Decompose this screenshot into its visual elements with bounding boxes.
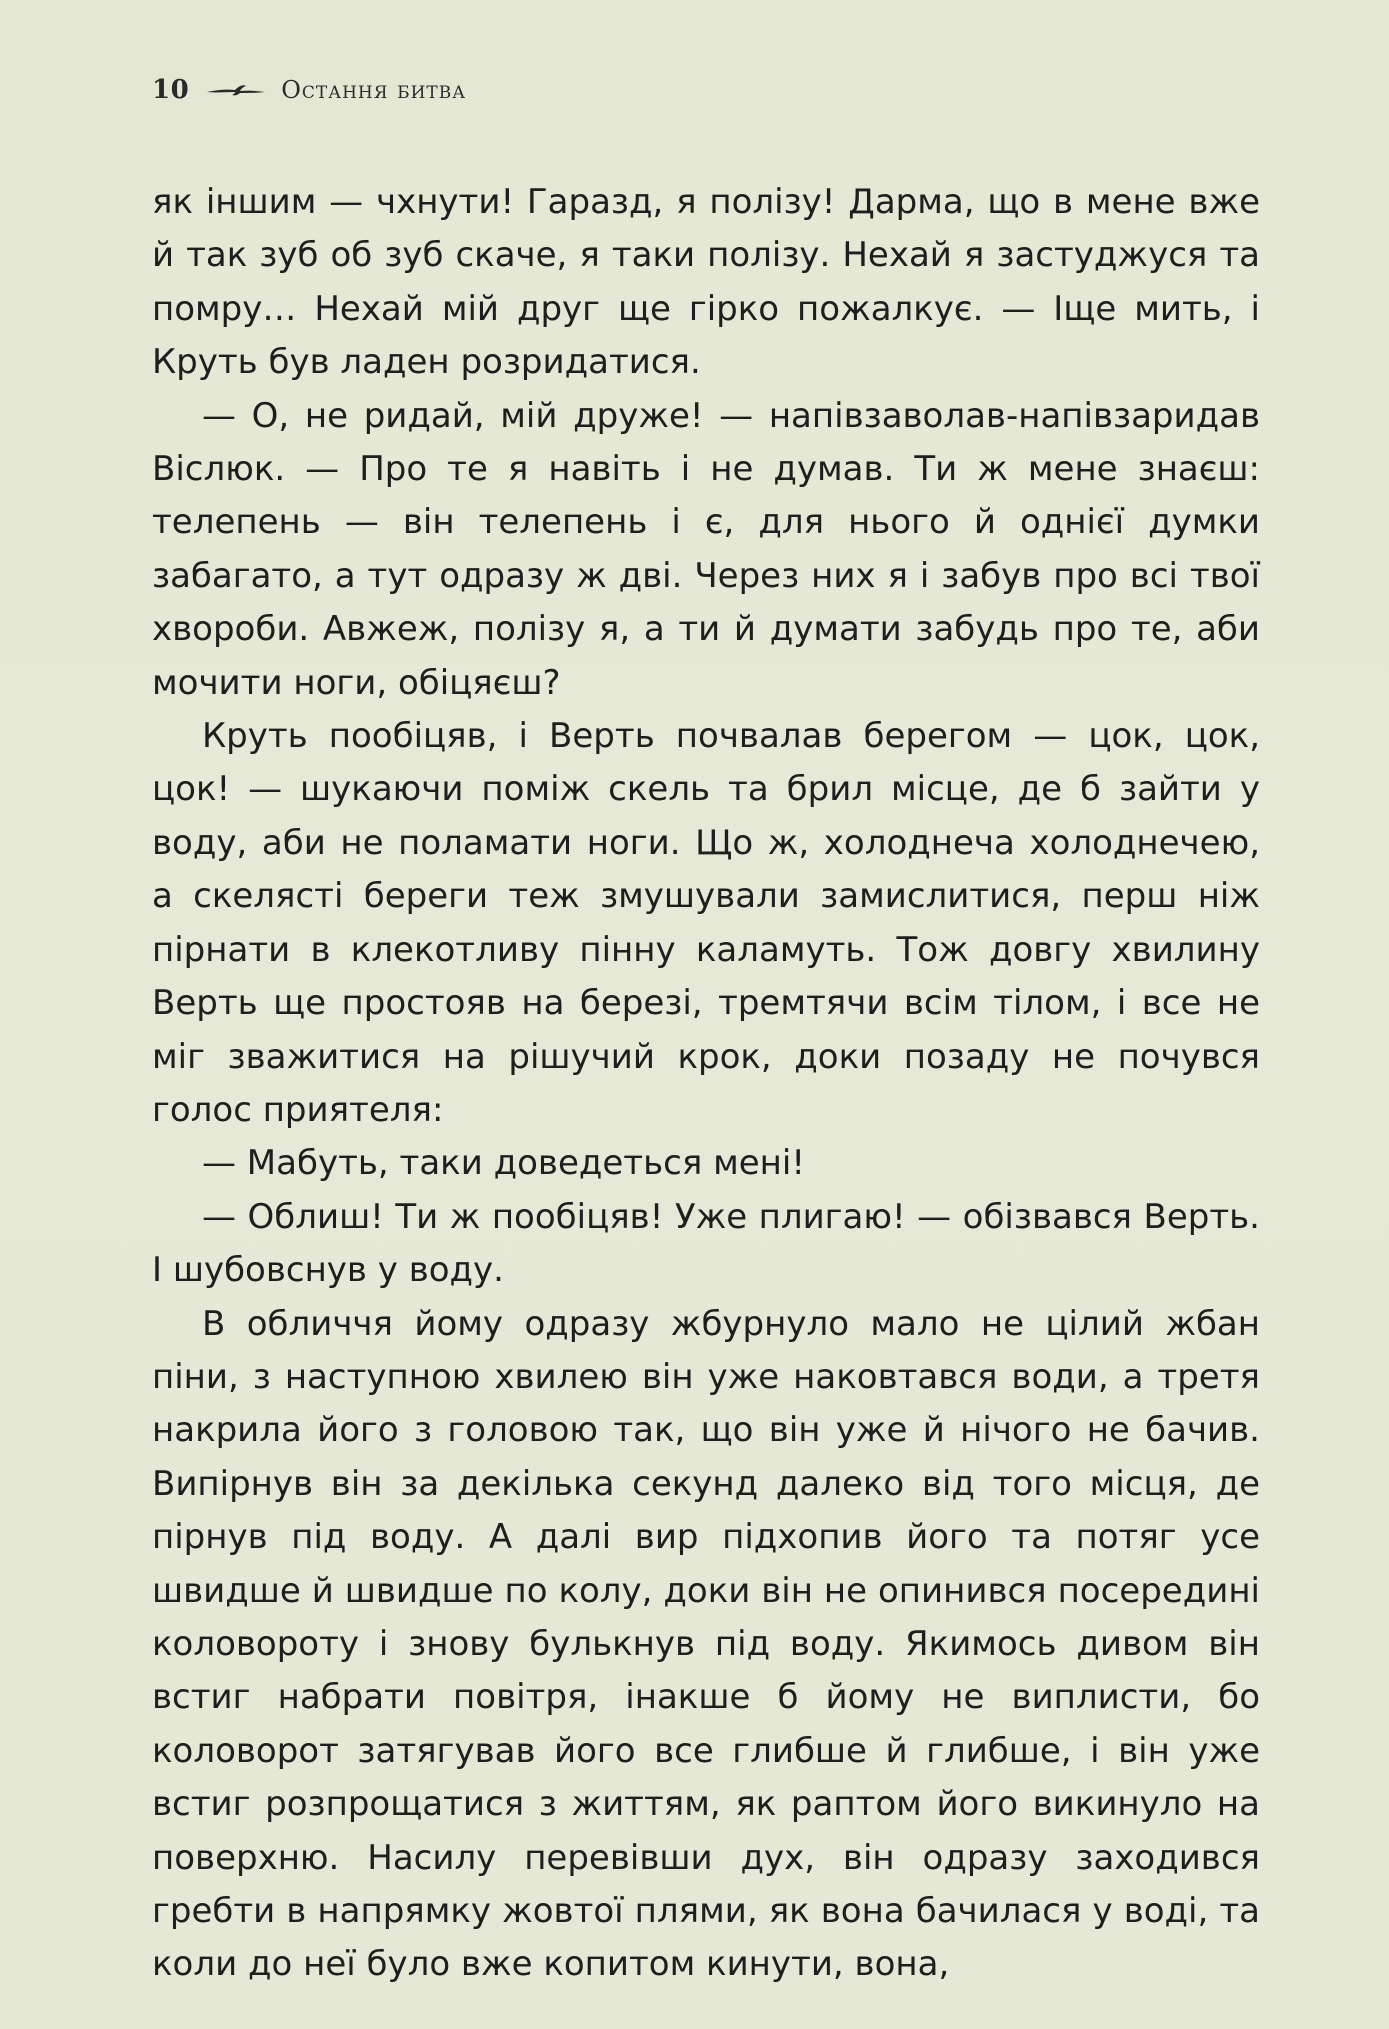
running-title: Остання битва [281, 76, 467, 104]
paragraph: — О, не ридай, мій друже! — напівзаволав-напівзаридав Віслюк. — Про те я навіть і не думав. Ти ж мене знаєш: телепень — він телепень і є, для нього й однієї думки забагато, а тут одразу ж дві. Через них я і забув про всі твої хвороби. Авжеж, полізу я, а ти й думати забудь про те, аби мочити ноги, обіцяєш? [152, 395, 1260, 703]
paragraph: В обличчя йому одразу жбурнуло мало не цілий жбан піни, з наступною хвилею він уже наковтався води, а третя накрила його з головою так, що він уже й нічого не бачив. Випірнув він за декілька секунд далеко від того місця, де пірнув під воду. А далі вир підхопив його та потяг усе швидше й швидше по колу, доки він не опинився посередині коловороту і знову булькнув під воду. Якимось дивом він встиг набрати повітря, інакше б йому не виплисти, бо коловорот затягував його все глибше й глибше, і він уже встиг розпрощатися з життям, як раптом його викинуло на поверхню. Насилу перевівши дух, він одразу заходився гребти в напрямку жовтої плями, як вона бачилася у воді, та коли до неї було вже копитом кинути, вона, [152, 1303, 1260, 1985]
paragraph: Круть пообіцяв, і Верть почвалав берегом — цок, цок, цок! — шукаючи поміж скель та брил місце, де б зайти у воду, аби не поламати ноги. Що ж, холоднеча холоднечею, а скелясті береги теж змушували замислитися, перш ніж пірнати в клекотливу пінну каламуть. Тож довгу хвилину Верть ще простояв на березі, тремтячи всім тілом, і все не міг зважитися на рішучий крок, доки позаду не почувся голос приятеля: [152, 716, 1260, 1130]
paragraph: — Мабуть, таки доведеться мені! [202, 1143, 805, 1184]
swash-ornament-icon [205, 80, 267, 100]
body-text [152, 176, 1260, 1992]
paragraph: як іншим — чхнути! Гаразд, я полізу! Дарма, що в мене вже й так зуб об зуб скаче, я таки полізу. Нехай я застуджуся та помру… Нехай мій друг ще гірко пожалкує. — Іще мить, і Круть був ладен розридатися. [152, 182, 1260, 383]
paragraph: — Облиш! Ти ж пообіцяв! Уже плигаю! — обізвався Верть. І шубовснув у воду. [152, 1196, 1260, 1291]
page-number: 10 [152, 75, 190, 105]
page-header [152, 70, 466, 110]
